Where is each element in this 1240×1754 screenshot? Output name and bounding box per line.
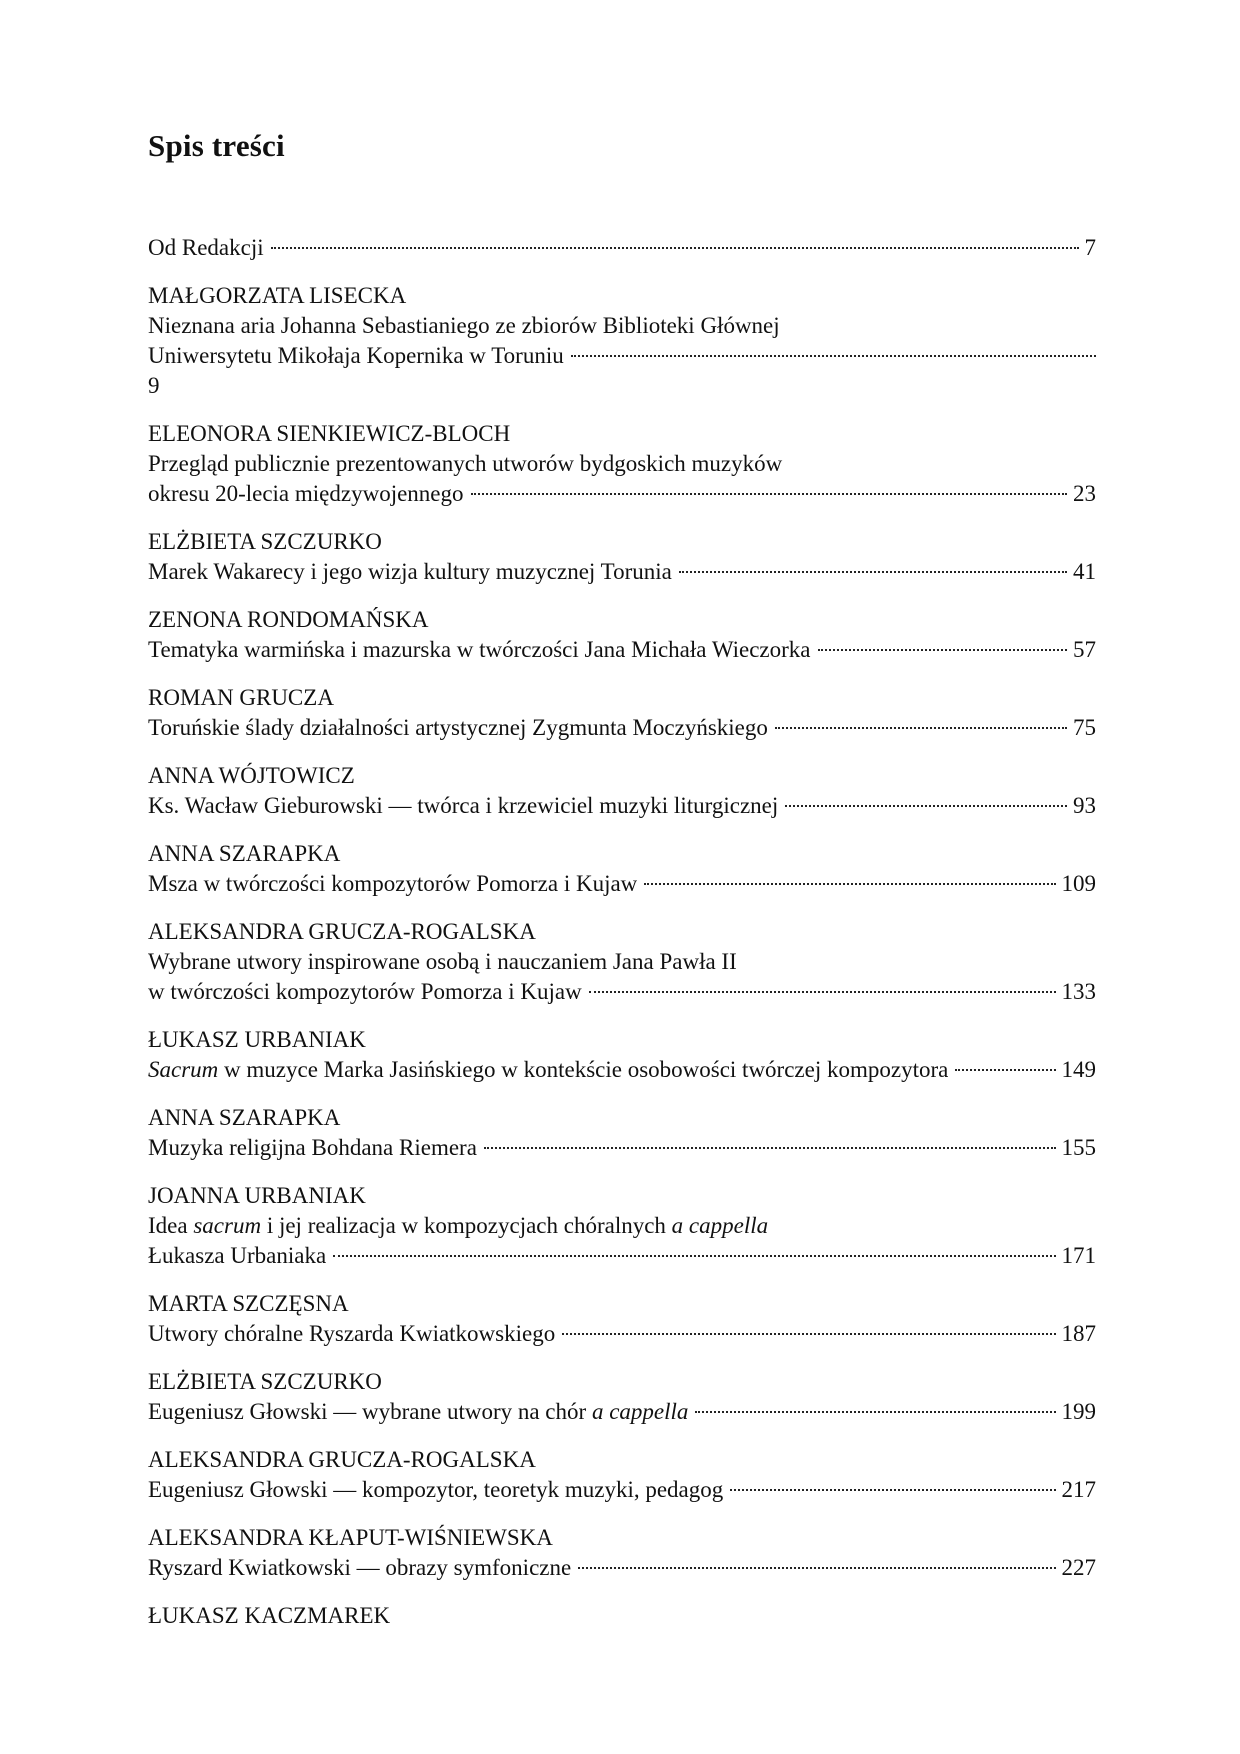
toc-entry [148, 1601, 1096, 1631]
toc-author: ZENONA RONDOMAŃSKA [148, 607, 429, 632]
toc-title-line [148, 1241, 1096, 1271]
toc-title-line [148, 557, 1096, 587]
toc-entry [148, 917, 1096, 1007]
toc-title: Muzyka religijna Bohdana Riemera [148, 1135, 477, 1160]
toc-title-line: Nieznana aria Johanna Sebastianiego ze zbiorów Biblioteki Głównej [148, 313, 780, 338]
toc-author: ALEKSANDRA KŁAPUT-WIŚNIEWSKA [148, 1525, 553, 1550]
toc-title-line [148, 1319, 1096, 1349]
toc-title-line [148, 1553, 1096, 1583]
toc-page-number: 155 [1061, 1135, 1096, 1160]
toc-title: Tematyka warmińska i mazurska w twórczości Jana Michała Wieczorka [148, 637, 811, 662]
toc-title-line [148, 1133, 1096, 1163]
toc-page-number: 133 [1061, 979, 1096, 1004]
toc-title-line [148, 869, 1096, 899]
toc-title: Toruńskie ślady działalności artystycznej Zygmunta Moczyńskiego [148, 715, 768, 740]
toc-title: Eugeniusz Głowski — kompozytor, teoretyk muzyki, pedagog [148, 1477, 724, 1502]
dot-leader [644, 883, 1055, 885]
dot-leader [785, 805, 1067, 807]
dot-leader [484, 1147, 1056, 1149]
toc-title-line: Idea sacrum i jej realizacja w kompozycjach chóralnych a cappella [148, 1213, 769, 1238]
toc-author: ANNA SZARAPKA [148, 841, 341, 866]
toc-author: ALEKSANDRA GRUCZA-ROGALSKA [148, 919, 536, 944]
dot-leader [730, 1489, 1055, 1491]
toc-title-line [148, 233, 1096, 263]
toc-entry [148, 1103, 1096, 1163]
toc-author: ŁUKASZ KACZMAREK [148, 1603, 391, 1628]
toc-entry [148, 605, 1096, 665]
toc-page-number: 171 [1061, 1243, 1096, 1268]
dot-leader [589, 991, 1056, 993]
toc-title: w twórczości kompozytorów Pomorza i Kujaw [148, 979, 582, 1004]
toc-author: ELŻBIETA SZCZURKO [148, 1369, 382, 1394]
toc-page-number: 9 [148, 373, 160, 398]
toc-title: Sacrum w muzyce Marka Jasińskiego w kontekście osobowości twórczej kompozytora [148, 1057, 949, 1082]
toc-entry [148, 1025, 1096, 1085]
dot-leader [955, 1069, 1055, 1071]
dot-leader [818, 649, 1068, 651]
toc-title: okresu 20-lecia międzywojennego [148, 481, 464, 506]
dot-leader [562, 1333, 1055, 1335]
toc-author: ANNA WÓJTOWICZ [148, 763, 355, 788]
toc-title-line [148, 1475, 1096, 1505]
toc-title: Uniwersytetu Mikołaja Kopernika w Toruniu [148, 343, 564, 368]
toc-page-number: 109 [1061, 871, 1096, 896]
toc-entry [148, 1523, 1096, 1583]
toc-entry [148, 683, 1096, 743]
toc-author: ŁUKASZ URBANIAK [148, 1027, 366, 1052]
toc-title: Łukasza Urbaniaka [148, 1243, 327, 1268]
toc-author: ELŻBIETA SZCZURKO [148, 529, 382, 554]
dot-leader [679, 571, 1067, 573]
toc-page-number: 227 [1061, 1555, 1096, 1580]
toc-title: Od Redakcji [148, 235, 264, 260]
toc-title: Marek Wakarecy i jego wizja kultury muzycznej Torunia [148, 559, 672, 584]
toc-entry [148, 281, 1096, 401]
dot-leader [695, 1411, 1055, 1413]
toc-entry [148, 1367, 1096, 1427]
toc-title: Ks. Wacław Gieburowski — twórca i krzewiciel muzyki liturgicznej [148, 793, 779, 818]
toc-page-number: 93 [1073, 793, 1096, 818]
toc-entry [148, 527, 1096, 587]
toc-entry [148, 233, 1096, 263]
toc-page-number: 57 [1073, 637, 1096, 662]
toc-entry [148, 1181, 1096, 1271]
toc-title-line [148, 635, 1096, 665]
toc-title: Msza w twórczości kompozytorów Pomorza i Kujaw [148, 871, 638, 896]
toc-page-number: 199 [1061, 1399, 1096, 1424]
toc-author: ELEONORA SIENKIEWICZ-BLOCH [148, 421, 511, 446]
toc-title-line [148, 1397, 1096, 1427]
toc-page-number: 149 [1061, 1057, 1096, 1082]
toc-author: ROMAN GRUCZA [148, 685, 334, 710]
dot-leader [333, 1255, 1055, 1257]
toc-title: Ryszard Kwiatkowski — obrazy symfoniczne [148, 1555, 572, 1580]
toc-title: Eugeniusz Głowski — wybrane utwory na chór a cappella [148, 1399, 689, 1424]
toc-page-number: 217 [1061, 1477, 1096, 1502]
toc-title-line: Przegląd publicznie prezentowanych utworów bydgoskich muzyków [148, 451, 783, 476]
page-title: Spis treści [148, 128, 285, 163]
dot-leader [578, 1567, 1055, 1569]
dot-leader [271, 247, 1079, 249]
toc-page-number: 187 [1061, 1321, 1096, 1346]
toc-title-line [148, 341, 1096, 371]
toc-author: ALEKSANDRA GRUCZA-ROGALSKA [148, 1447, 536, 1472]
toc-title-line [148, 977, 1096, 1007]
toc-entry [148, 1445, 1096, 1505]
dot-leader [471, 493, 1068, 495]
toc-page-number: 23 [1073, 481, 1096, 506]
toc-entry [148, 761, 1096, 821]
toc-page-number: 41 [1073, 559, 1096, 584]
toc-title-line [148, 479, 1096, 509]
toc-author: ANNA SZARAPKA [148, 1105, 341, 1130]
toc-entry [148, 1289, 1096, 1349]
toc-title-line [148, 713, 1096, 743]
dot-leader [571, 355, 1096, 357]
toc-entry [148, 839, 1096, 899]
toc-author: JOANNA URBANIAK [148, 1183, 366, 1208]
toc-author: MARTA SZCZĘSNA [148, 1291, 349, 1316]
toc-title: Utwory chóralne Ryszarda Kwiatkowskiego [148, 1321, 556, 1346]
toc-entry [148, 419, 1096, 509]
dot-leader [775, 727, 1067, 729]
toc-title-line [148, 1055, 1096, 1085]
toc-page-number: 7 [1084, 235, 1096, 260]
table-of-contents [148, 233, 1096, 1649]
toc-title-line [148, 791, 1096, 821]
toc-title-line: Wybrane utwory inspirowane osobą i nauczaniem Jana Pawła II [148, 949, 737, 974]
toc-page-number: 75 [1073, 715, 1096, 740]
toc-author: MAŁGORZATA LISECKA [148, 283, 407, 308]
